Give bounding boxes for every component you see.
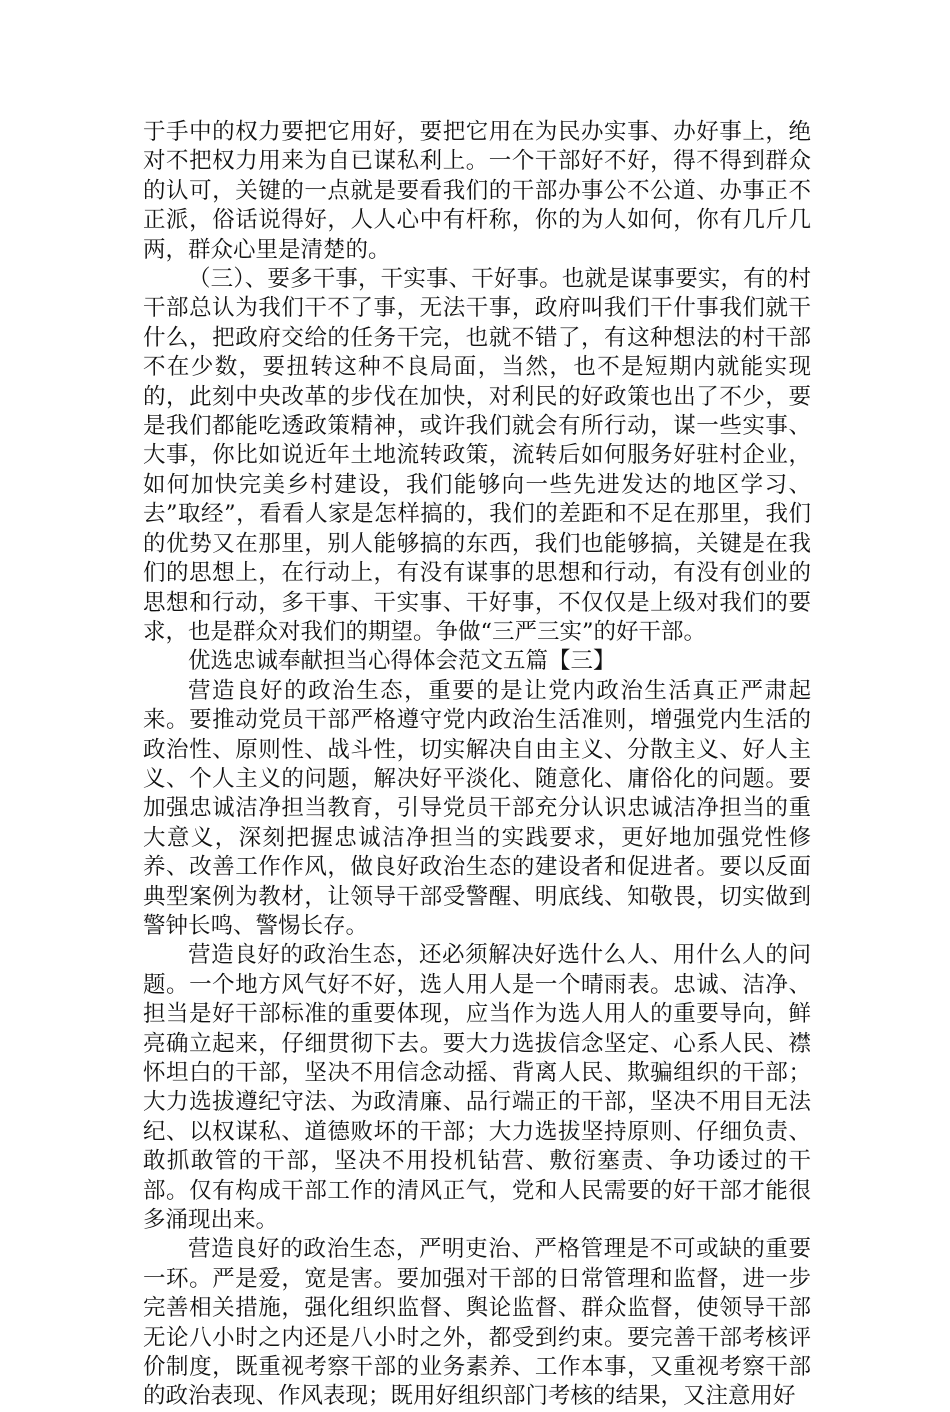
paragraph-section-three: （三）、要多干事，干实事、干好事。也就是谋事要实，有的村干部总认为我们干不了事，无法干事，政府叫我们干什事我们就干什么，把政府交给的任务干完，也就不错了，有这种想法的村干部不在少数，要扭转这种不良局面，当然，也不是短期内就能实现的，此刻中央改革的步伐在加快，对利民的好政策也出了不少，要是我们都能吃透政策精神，或许我们就会有所行动，谋一些实事、大事，你比如说近年土地流转政策，流转后如何服务好驻村企业，如何加快完美乡村建设，我们能够向一些先进发达的地区学习、去”取经”，看看人家是怎样搞的，我们的差距和不足在那里，我们的优势又在那里，别人能够搞的东西，我们也能够搞，关键是在我们的思想上，在行动上，有没有谋事的思想和行动，有没有创业的思想和行动，多干事、干实事、干好事，不仅仅是上级对我们的要求，也是群众对我们的期望。争做“三严三实”的好干部。 [143,266,811,645]
section-heading: 优选忠诚奉献担当心得体会范文五篇【三】 [188,648,616,675]
paragraph-continuation: 于手中的权力要把它用好，要把它用在为民办实事、办好事上，绝对不把权力用来为自已谋私利上。一个干部好不好，得不得到群众的认可，关键的一点就是要看我们的干部办事公不公道、办事正不正派，俗话说得好，人人心中有杆称，你的为人如何，你有几斤几两，群众心里是清楚的。 [143,119,811,263]
paragraph-strict-management: 营造良好的政治生态，严明吏治、严格管理是不可或缺的重要一环。严是爱，宽是害。要加强对干部的日常管理和监督，进一步完善相关措施，强化组织监督、舆论监督、群众监督，使领导干部无论八小时之内还是八小时之外，都受到约束。要完善干部考核评价制度，既重视考察干部的业务素养、工作本事，又重视考察干部的政治表现、作风表现；既用好组织部门考核的结果，又注意用好 [143,1236,811,1410]
document-page [143,118,811,1412]
paragraph-political-life: 营造良好的政治生态，重要的是让党内政治生活真正严肃起来。要推动党员干部严格遵守党内政治生活准则，增强党内生活的政治性、原则性、战斗性，切实解决自由主义、分散主义、好人主义、个人主义的问题，解决好平淡化、随意化、庸俗化的问题。要加强忠诚洁净担当教育，引导党员干部充分认识忠诚洁净担当的重大意义，深刻把握忠诚洁净担当的实践要求，更好地加强党性修养、改善工作作风，做良好政治生态的建设者和促进者。要以反面典型案例为教材，让领导干部受警醒、明底线、知敬畏，切实做到警钟长鸣、警惕长存。 [143,677,811,939]
paragraph-cadre-selection: 营造良好的政治生态，还必须解决好选什么人、用什么人的问题。一个地方风气好不好，选人用人是一个晴雨表。忠诚、洁净、担当是好干部标准的重要体现，应当作为选人用人的重要导向，鲜亮确立起来，仔细贯彻下去。要大力选拔信念坚定、心系人民、襟怀坦白的干部，坚决不用信念动摇、背离人民、欺骗组织的干部；大力选拔遵纪守法、为政清廉、品行端正的干部，坚决不用目无法纪、以权谋私、道德败坏的干部；大力选拔坚持原则、仔细负责、敢抓敢管的干部，坚决不用投机钻营、敷衍塞责、争功诿过的干部。仅有构成干部工作的清风正气，党和人民需要的好干部才能很多涌现出来。 [143,942,811,1234]
